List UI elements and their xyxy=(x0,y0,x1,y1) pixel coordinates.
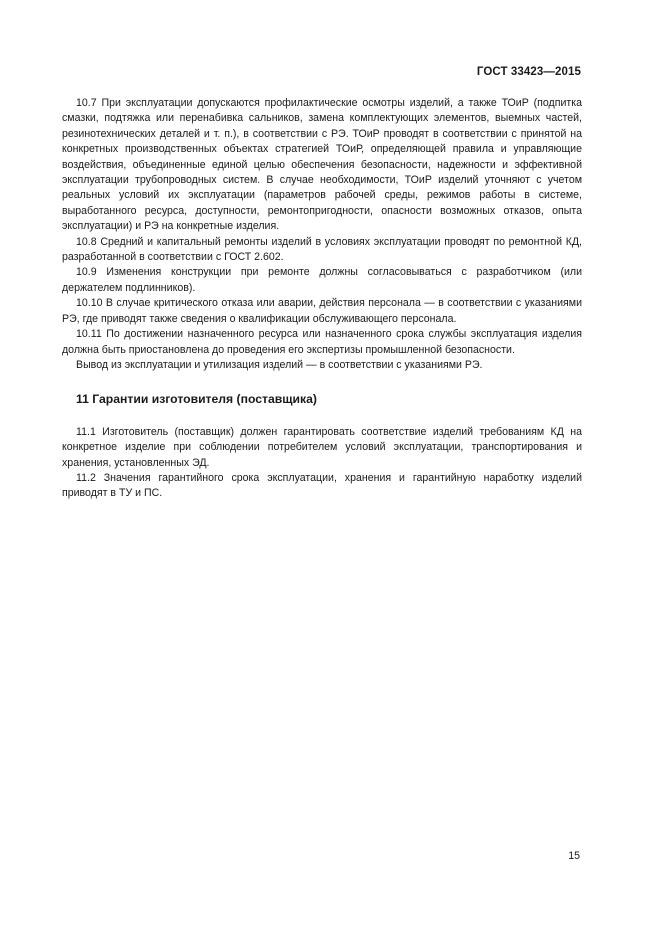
paragraph-11-2: 11.2 Значения гарантийного срока эксплуатации, хранения и гарантийную наработку изделий приводят в ТУ и ПС. xyxy=(62,471,582,500)
paragraph-10-9: 10.9 Изменения конструкции при ремонте должны согласовываться с разработчиком (или держателем подлинников). xyxy=(62,266,582,294)
paragraph-decommission: Вывод из эксплуатации и утилизация изделий — в соответствии с указаниями РЭ. xyxy=(76,358,483,371)
page-number: 15 xyxy=(568,850,580,862)
paragraph-10-7: 10.7 При эксплуатации допускаются профилактические осмотры изделий, а также ТОиР (подпитка смазки, подтяжка или перенабивка сальников, замена комплектующих элементов, выемных частей, резинотехнических деталей и т. п.), в соответствии с РЭ. ТОиР проводят в соответствии с принятой на конкретных производственных объектах стратегией ТОиР, определяющей правила и управляющие воздействия, объединенные единой целью обеспечения безопасности, надежности и эффективной эксплуатации трубопроводных систем. В случае необходимости, ТОиР изделий уточняют с учетом реальных условий их эксплуатации (параметров рабочей среды, режимов работы в системе, выработанного ресурса, доступности, ремонтопригодности, опасности возможных отказов, опыта эксплуатации) и РЭ на конкретные изделия. xyxy=(62,97,582,233)
document-body xyxy=(62,96,582,502)
paragraph-10-11: 10.11 По достижении назначенного ресурса или назначенного срока службы эксплуатация изделия должна быть приостановлена до проведения его экспертизы промышленной безопасности. xyxy=(62,328,582,356)
paragraph-11-1: 11.1 Изготовитель (поставщик) должен гарантировать соответствие изделий требованиям КД на конкретное изделие при соблюдении потребителем условий эксплуатации, транспортирования и хранения, установленных ЭД. xyxy=(62,425,582,469)
paragraph-10-8: 10.8 Средний и капитальный ремонты изделий в условиях эксплуатации проводят по ремонтной КД, разработанной в соответствии с ГОСТ 2.602. xyxy=(62,235,582,264)
standard-code-header: ГОСТ 33423—2015 xyxy=(476,66,581,78)
section-11-title: 11 Гарантии изготовителя (поставщика) xyxy=(76,392,317,407)
paragraph-10-10: 10.10 В случае критического отказа или аварии, действия персонала — в соответствии с указаниями РЭ, где приводят также сведения о квалификации обслуживающего персонала. xyxy=(62,297,582,325)
